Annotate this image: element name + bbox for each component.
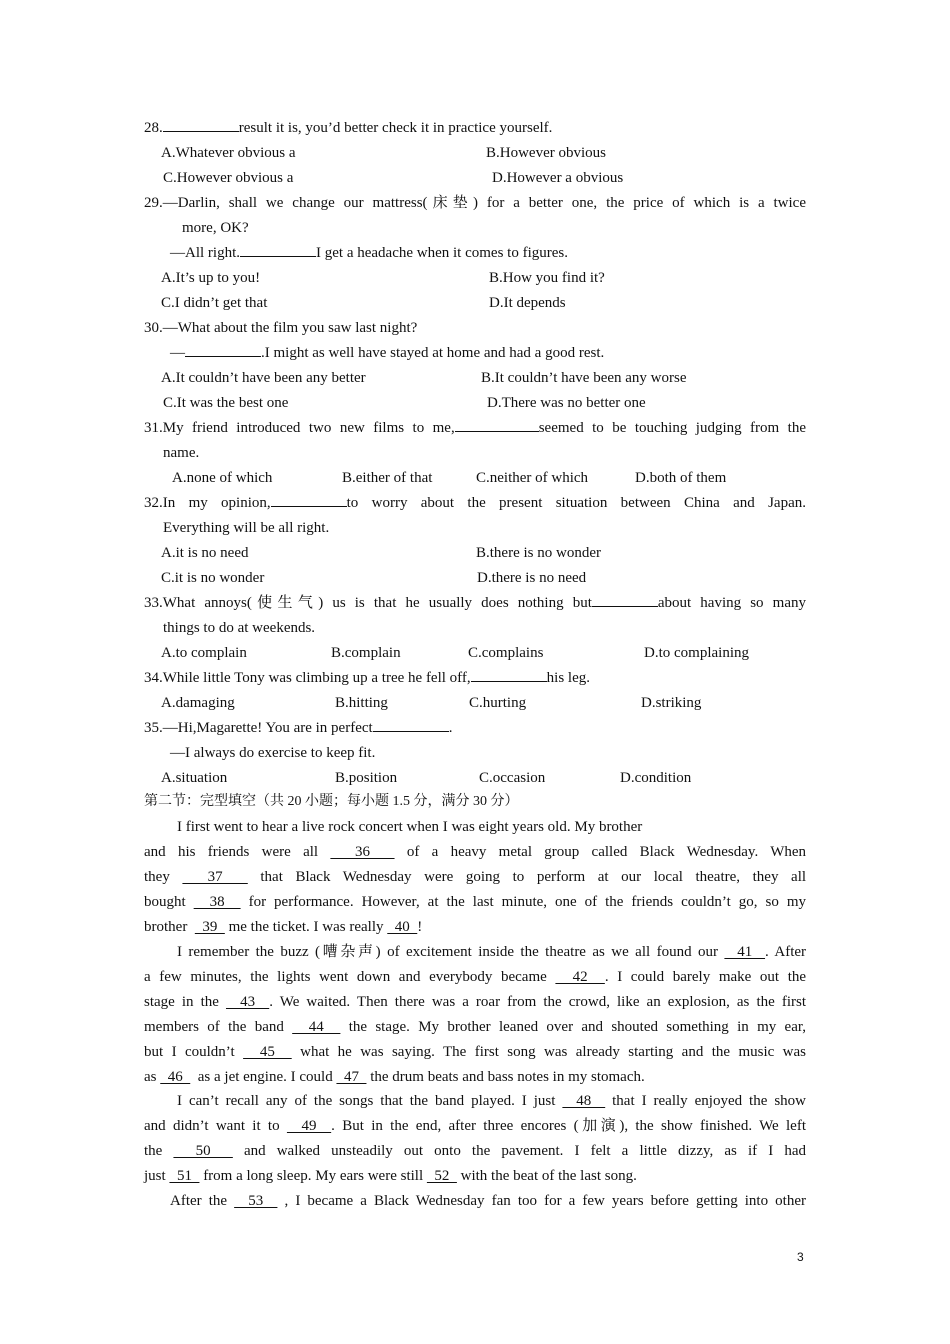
stem-text: 34.While little Tony was climbing up a tree he fell off, bbox=[144, 670, 471, 686]
option-c: C.I didn’t get that bbox=[161, 295, 268, 311]
passage-line bbox=[144, 965, 806, 989]
answer-blank bbox=[471, 666, 547, 682]
passage-text: I remember the buzz (嘈杂声) of excitement inside the theatre as we all found our bbox=[177, 944, 718, 960]
passage-line bbox=[144, 915, 806, 939]
blank-number-38: 38 bbox=[193, 894, 241, 910]
question-30-reply bbox=[170, 341, 806, 365]
blank-number-40: 40 bbox=[387, 919, 418, 935]
section-heading: 第二节：完型填空（共 20 小题；每小题 1.5 分，满分 30 分） bbox=[144, 794, 519, 809]
passage-line bbox=[177, 1089, 806, 1113]
passage-line bbox=[144, 1040, 806, 1064]
blank-number-41: 41 bbox=[724, 944, 766, 960]
passage-text: just bbox=[144, 1168, 166, 1184]
question-29-options-row1 bbox=[144, 266, 806, 290]
passage-text: as a jet engine. I could bbox=[197, 1069, 333, 1085]
question-35-options bbox=[144, 766, 806, 790]
answer-blank bbox=[592, 591, 658, 607]
blank-number-50: 50 bbox=[173, 1143, 233, 1159]
passage-text: from a long sleep. My ears were still bbox=[203, 1168, 424, 1184]
blank-number-44: 44 bbox=[292, 1019, 341, 1035]
passage-text: After the bbox=[170, 1193, 228, 1209]
question-32-options-row2 bbox=[144, 566, 806, 590]
option-b: B.It couldn’t have been any worse bbox=[481, 370, 687, 386]
option-d: D.there is no need bbox=[477, 570, 587, 586]
passage-text: the drum beats and bass notes in my stomach. bbox=[370, 1069, 645, 1085]
passage-text: me the ticket. I was really bbox=[228, 919, 384, 935]
stem-text: result it is, you’d better check it in practice yourself. bbox=[238, 120, 553, 136]
question-32-stem-cont: Everything will be all right. bbox=[163, 520, 330, 536]
blank-number-53: 53 bbox=[234, 1193, 278, 1209]
question-30-stem: 30.—What about the film you saw last night? bbox=[144, 320, 418, 336]
option-a: A.damaging bbox=[161, 695, 235, 711]
option-d: D.It depends bbox=[489, 295, 566, 311]
answer-blank bbox=[185, 341, 261, 357]
passage-text: of a heavy metal group called Black Wednesday. When bbox=[406, 844, 807, 860]
passage-text: . After bbox=[765, 944, 807, 960]
passage-text: as bbox=[144, 1069, 157, 1085]
passage-text: , I became a Black Wednesday fan too for a few years before getting into other bbox=[284, 1193, 806, 1209]
passage-line bbox=[144, 1015, 806, 1039]
question-28-options-row2 bbox=[144, 166, 806, 190]
passage-line bbox=[177, 940, 806, 964]
passage-line bbox=[144, 1114, 806, 1138]
stem-text: about having so many bbox=[657, 595, 806, 611]
passage-text: brother bbox=[144, 919, 188, 935]
reply-text: .I might as well have stayed at home and had a good rest. bbox=[261, 345, 605, 361]
option-a: A.It couldn’t have been any better bbox=[161, 370, 366, 386]
question-31-stem bbox=[144, 416, 806, 440]
passage-text: and his friends were all bbox=[144, 844, 319, 860]
question-35-stem bbox=[144, 716, 806, 740]
question-33-stem-cont: things to do at weekends. bbox=[163, 620, 316, 636]
passage-text: members of the band bbox=[144, 1019, 284, 1035]
passage-text: the stage. My brother leaned over and shouted something in my ear, bbox=[348, 1019, 807, 1035]
blank-number-47: 47 bbox=[336, 1069, 367, 1085]
stem-text: his leg. bbox=[546, 670, 590, 686]
reply-text: I get a headache when it comes to figures. bbox=[316, 245, 568, 261]
page-number: 3 bbox=[797, 1250, 804, 1264]
reply-text: —All right. bbox=[170, 245, 240, 261]
question-32-options-row1 bbox=[144, 541, 806, 565]
option-c: C.it is no wonder bbox=[161, 570, 265, 586]
blank-number-39: 39 bbox=[194, 919, 225, 935]
question-32-stem bbox=[144, 491, 806, 515]
blank-number-42: 42 bbox=[555, 969, 605, 985]
option-a: A.It’s up to you! bbox=[161, 270, 261, 286]
question-34-stem bbox=[144, 666, 806, 690]
answer-blank bbox=[240, 241, 316, 257]
question-30-options-row2 bbox=[144, 391, 806, 415]
stem-text: 33.What annoys(使生气) us is that he usually does nothing but bbox=[144, 595, 592, 611]
passage-line bbox=[144, 990, 806, 1014]
stem-text: 32.In my opinion, bbox=[144, 495, 271, 511]
passage-text: that I really enjoyed the show bbox=[612, 1093, 806, 1109]
passage-text: stage in the bbox=[144, 994, 219, 1010]
reply-text: — bbox=[170, 345, 185, 361]
question-28-options-row1 bbox=[144, 141, 806, 165]
option-b: B.there is no wonder bbox=[476, 545, 601, 561]
question-29-options-row2 bbox=[144, 291, 806, 315]
option-c: C.complains bbox=[468, 645, 544, 661]
passage-text: for performance. However, at the last minute, one of the friends couldn’t go, so my bbox=[248, 894, 806, 910]
answer-blank bbox=[373, 716, 449, 732]
passage-text: that Black Wednesday were going to perform at our local theatre, they all bbox=[260, 869, 807, 885]
option-a: A.none of which bbox=[172, 470, 273, 486]
option-b: B.How you find it? bbox=[489, 270, 605, 286]
blank-number-49: 49 bbox=[286, 1118, 332, 1134]
passage-text: the bbox=[144, 1143, 163, 1159]
blank-number-46: 46 bbox=[160, 1069, 191, 1085]
option-b: B.hitting bbox=[335, 695, 388, 711]
passage-text: ! bbox=[417, 919, 423, 935]
blank-number-48: 48 bbox=[562, 1093, 606, 1109]
question-31-stem-cont: name. bbox=[163, 445, 200, 461]
question-33-options bbox=[144, 641, 806, 665]
option-c: C.neither of which bbox=[476, 470, 589, 486]
passage-line bbox=[170, 1189, 806, 1213]
option-d: D.However a obvious bbox=[492, 170, 624, 186]
blank-number-51: 51 bbox=[169, 1168, 200, 1184]
option-a: A.to complain bbox=[161, 645, 247, 661]
blank-number-45: 45 bbox=[243, 1044, 292, 1060]
option-c: C.hurting bbox=[469, 695, 527, 711]
question-30-options-row1 bbox=[144, 366, 806, 390]
stem-text: . bbox=[448, 720, 453, 736]
option-a: A.it is no need bbox=[161, 545, 249, 561]
passage-line bbox=[144, 890, 806, 914]
passage-line bbox=[144, 865, 806, 889]
passage-line bbox=[144, 1164, 806, 1188]
passage-text: and didn’t want it to bbox=[144, 1118, 280, 1134]
passage-text: they bbox=[144, 869, 170, 885]
blank-number-52: 52 bbox=[426, 1168, 457, 1184]
option-d: D.to complaining bbox=[644, 645, 749, 661]
passage-text: with the beat of the last song. bbox=[460, 1168, 637, 1184]
option-b: B.either of that bbox=[342, 470, 433, 486]
passage-line: I first went to hear a live rock concert when I was eight years old. My brother bbox=[177, 819, 643, 835]
option-b: B.position bbox=[335, 770, 398, 786]
option-a: A.Whatever obvious a bbox=[161, 145, 296, 161]
stem-text: to worry about the present situation between China and Japan. bbox=[346, 495, 806, 511]
question-29-reply bbox=[170, 241, 806, 265]
question-29-stem-cont: more, OK? bbox=[182, 220, 249, 236]
option-d: D.There was no better one bbox=[487, 395, 646, 411]
blank-number-36: 36 bbox=[330, 844, 395, 860]
answer-blank bbox=[163, 116, 239, 132]
option-c: C.However obvious a bbox=[163, 170, 294, 186]
passage-text: I can’t recall any of the songs that the band played. I just bbox=[177, 1093, 556, 1109]
passage-line bbox=[144, 840, 806, 864]
question-28-stem bbox=[144, 116, 806, 140]
passage-text: a few minutes, the lights went down and everybody became bbox=[144, 969, 547, 985]
passage-text: . I could barely make out the bbox=[604, 969, 807, 985]
option-d: D.both of them bbox=[635, 470, 727, 486]
stem-text: 35.—Hi,Magarette! You are in perfect bbox=[144, 720, 373, 736]
stem-text: seemed to be touching judging from the bbox=[538, 420, 806, 436]
question-33-stem bbox=[144, 591, 806, 615]
question-number: 28. bbox=[144, 120, 163, 136]
question-35-reply: —I always do exercise to keep fit. bbox=[170, 745, 376, 761]
option-b: B.However obvious bbox=[486, 145, 606, 161]
stem-text: 31.My friend introduced two new films to me, bbox=[144, 420, 455, 436]
question-29-stem: 29.—Darlin, shall we change our mattress(床垫) for a better one, the price of which is a twice bbox=[144, 195, 806, 211]
option-c: C.occasion bbox=[479, 770, 546, 786]
passage-text: what he was saying. The first song was already starting and the music was bbox=[300, 1044, 807, 1060]
question-34-options bbox=[144, 691, 806, 715]
option-d: D.condition bbox=[620, 770, 692, 786]
passage-text: and walked unsteadily out onto the pavement. I felt a little dizzy, as if I had bbox=[243, 1143, 807, 1159]
passage-line bbox=[144, 1065, 806, 1089]
option-d: D.striking bbox=[641, 695, 702, 711]
question-31-options bbox=[144, 466, 806, 490]
passage-text: . We waited. Then there was a roar from the crowd, like an explosion, as the first bbox=[269, 994, 806, 1010]
blank-number-43: 43 bbox=[225, 994, 270, 1010]
blank-number-37: 37 bbox=[182, 869, 248, 885]
option-b: B.complain bbox=[331, 645, 401, 661]
passage-text: . But in the end, after three encores (加演), the show finished. We left bbox=[331, 1118, 807, 1134]
option-a: A.situation bbox=[161, 770, 228, 786]
passage-text: bought bbox=[144, 894, 186, 910]
answer-blank bbox=[271, 491, 347, 507]
option-c: C.It was the best one bbox=[163, 395, 289, 411]
passage-line bbox=[144, 1139, 806, 1163]
answer-blank bbox=[455, 416, 539, 432]
passage-text: but I couldn’t bbox=[144, 1044, 235, 1060]
